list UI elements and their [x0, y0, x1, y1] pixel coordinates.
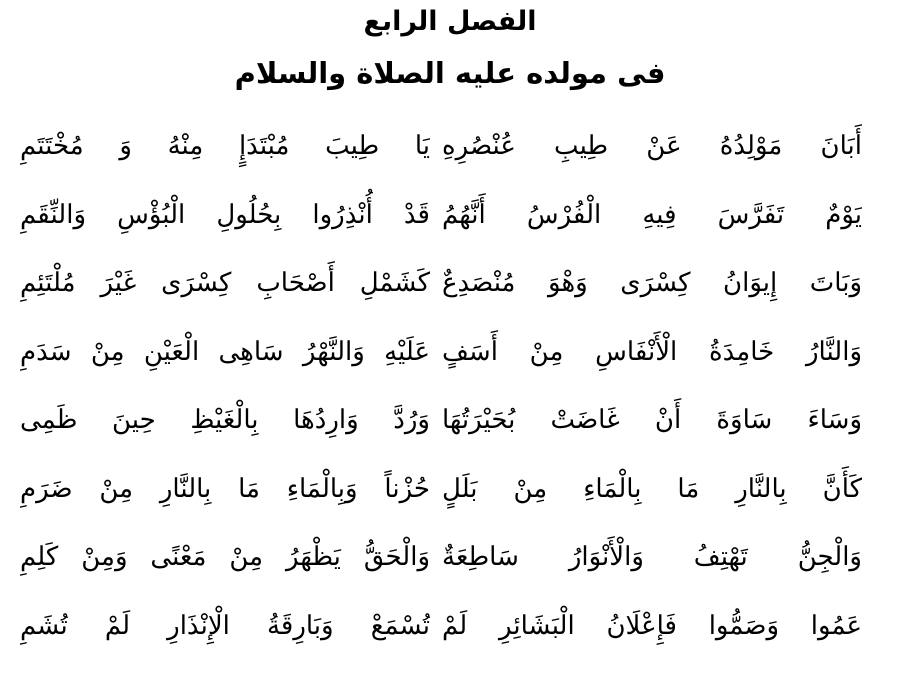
verse-4 [0, 324, 900, 393]
verse-1-second-hemistich: يَا طِيبَ مُبْتَدَإٍ مِنْهُ وَ مُخْتَتَمِ [20, 131, 430, 161]
verse-3-first-hemistich: وَبَاتَ إِيوَانُ كِسْرَى وَهْوَ مُنْصَدِعٌ [442, 268, 862, 298]
verse-3 [0, 255, 900, 324]
verse-2 [0, 187, 900, 256]
verse-8-first-hemistich: عَمُوا وَصَمُّوا فَإِعْلَانُ الْبَشَائِرِ لَمْ [442, 610, 862, 641]
verse-6-first-hemistich: كَأَنَّ بِالنَّارِ مَا بِالْمَاءِ مِنْ بَلَلٍ [442, 473, 862, 504]
verse-7 [0, 529, 900, 598]
verse-4-first-hemistich: وَالنَّارُ خَامِدَةُ الْأَنْفَاسِ مِنْ أَسَفٍ [442, 336, 862, 367]
verse-6-second-hemistich: حُزْناً وَبِالْمَاءِ مَا بِالنَّارِ مِنْ ضَرَمِ [20, 473, 430, 504]
verse-2-first-hemistich: يَوْمٌ تَفَرَّسَ فِيهِ الْفُرْسُ أَنَّهُمُ [442, 199, 862, 230]
verse-1 [0, 118, 900, 187]
chapter-title: الفصل الرابع [363, 6, 537, 37]
verse-6 [0, 461, 900, 530]
verse-5 [0, 392, 900, 461]
verse-2-second-hemistich: قَدْ أُنْذِرُوا بِحُلُولِ الْبُؤْسِ وَالنِّقَمِ [20, 199, 430, 230]
verse-1-first-hemistich: أَبَانَ مَوْلِدُهُ عَنْ طِيبِ عُنْصُرِهِ [442, 131, 862, 161]
poem-body [0, 118, 900, 666]
verse-8 [0, 598, 900, 667]
verse-3-second-hemistich: كَشَمْلِ أَصْحَابِ كِسْرَى غَيْرَ مُلْتَئِمِ [20, 268, 430, 298]
verse-4-second-hemistich: عَلَيْهِ وَالنَّهْرُ سَاهِى الْعَيْنِ مِنْ سَدَمِ [20, 336, 430, 367]
verse-5-second-hemistich: وَرُدَّ وَارِدُهَا بِالْغَيْظِ حِينَ ظَمِى [20, 405, 430, 435]
chapter-subtitle: فى مولده عليه الصلاة والسلام [234, 56, 666, 90]
verse-7-first-hemistich: وَالْجِنُّ تَهْتِفُ وَالْأَنْوَارُ سَاطِعَةٌ [442, 542, 862, 572]
verse-8-second-hemistich: تُسْمَعْ وَبَارِقَةُ الْإِنْذَارِ لَمْ تُشَمِ [20, 610, 430, 641]
verse-7-second-hemistich: وَالْحَقُّ يَظْهَرُ مِنْ مَعْنًى وَمِنْ كَلِمِ [20, 542, 430, 572]
verse-5-first-hemistich: وَسَاءَ سَاوَةَ أَنْ غَاضَتْ بُحَيْرَتُهَا [442, 405, 862, 435]
